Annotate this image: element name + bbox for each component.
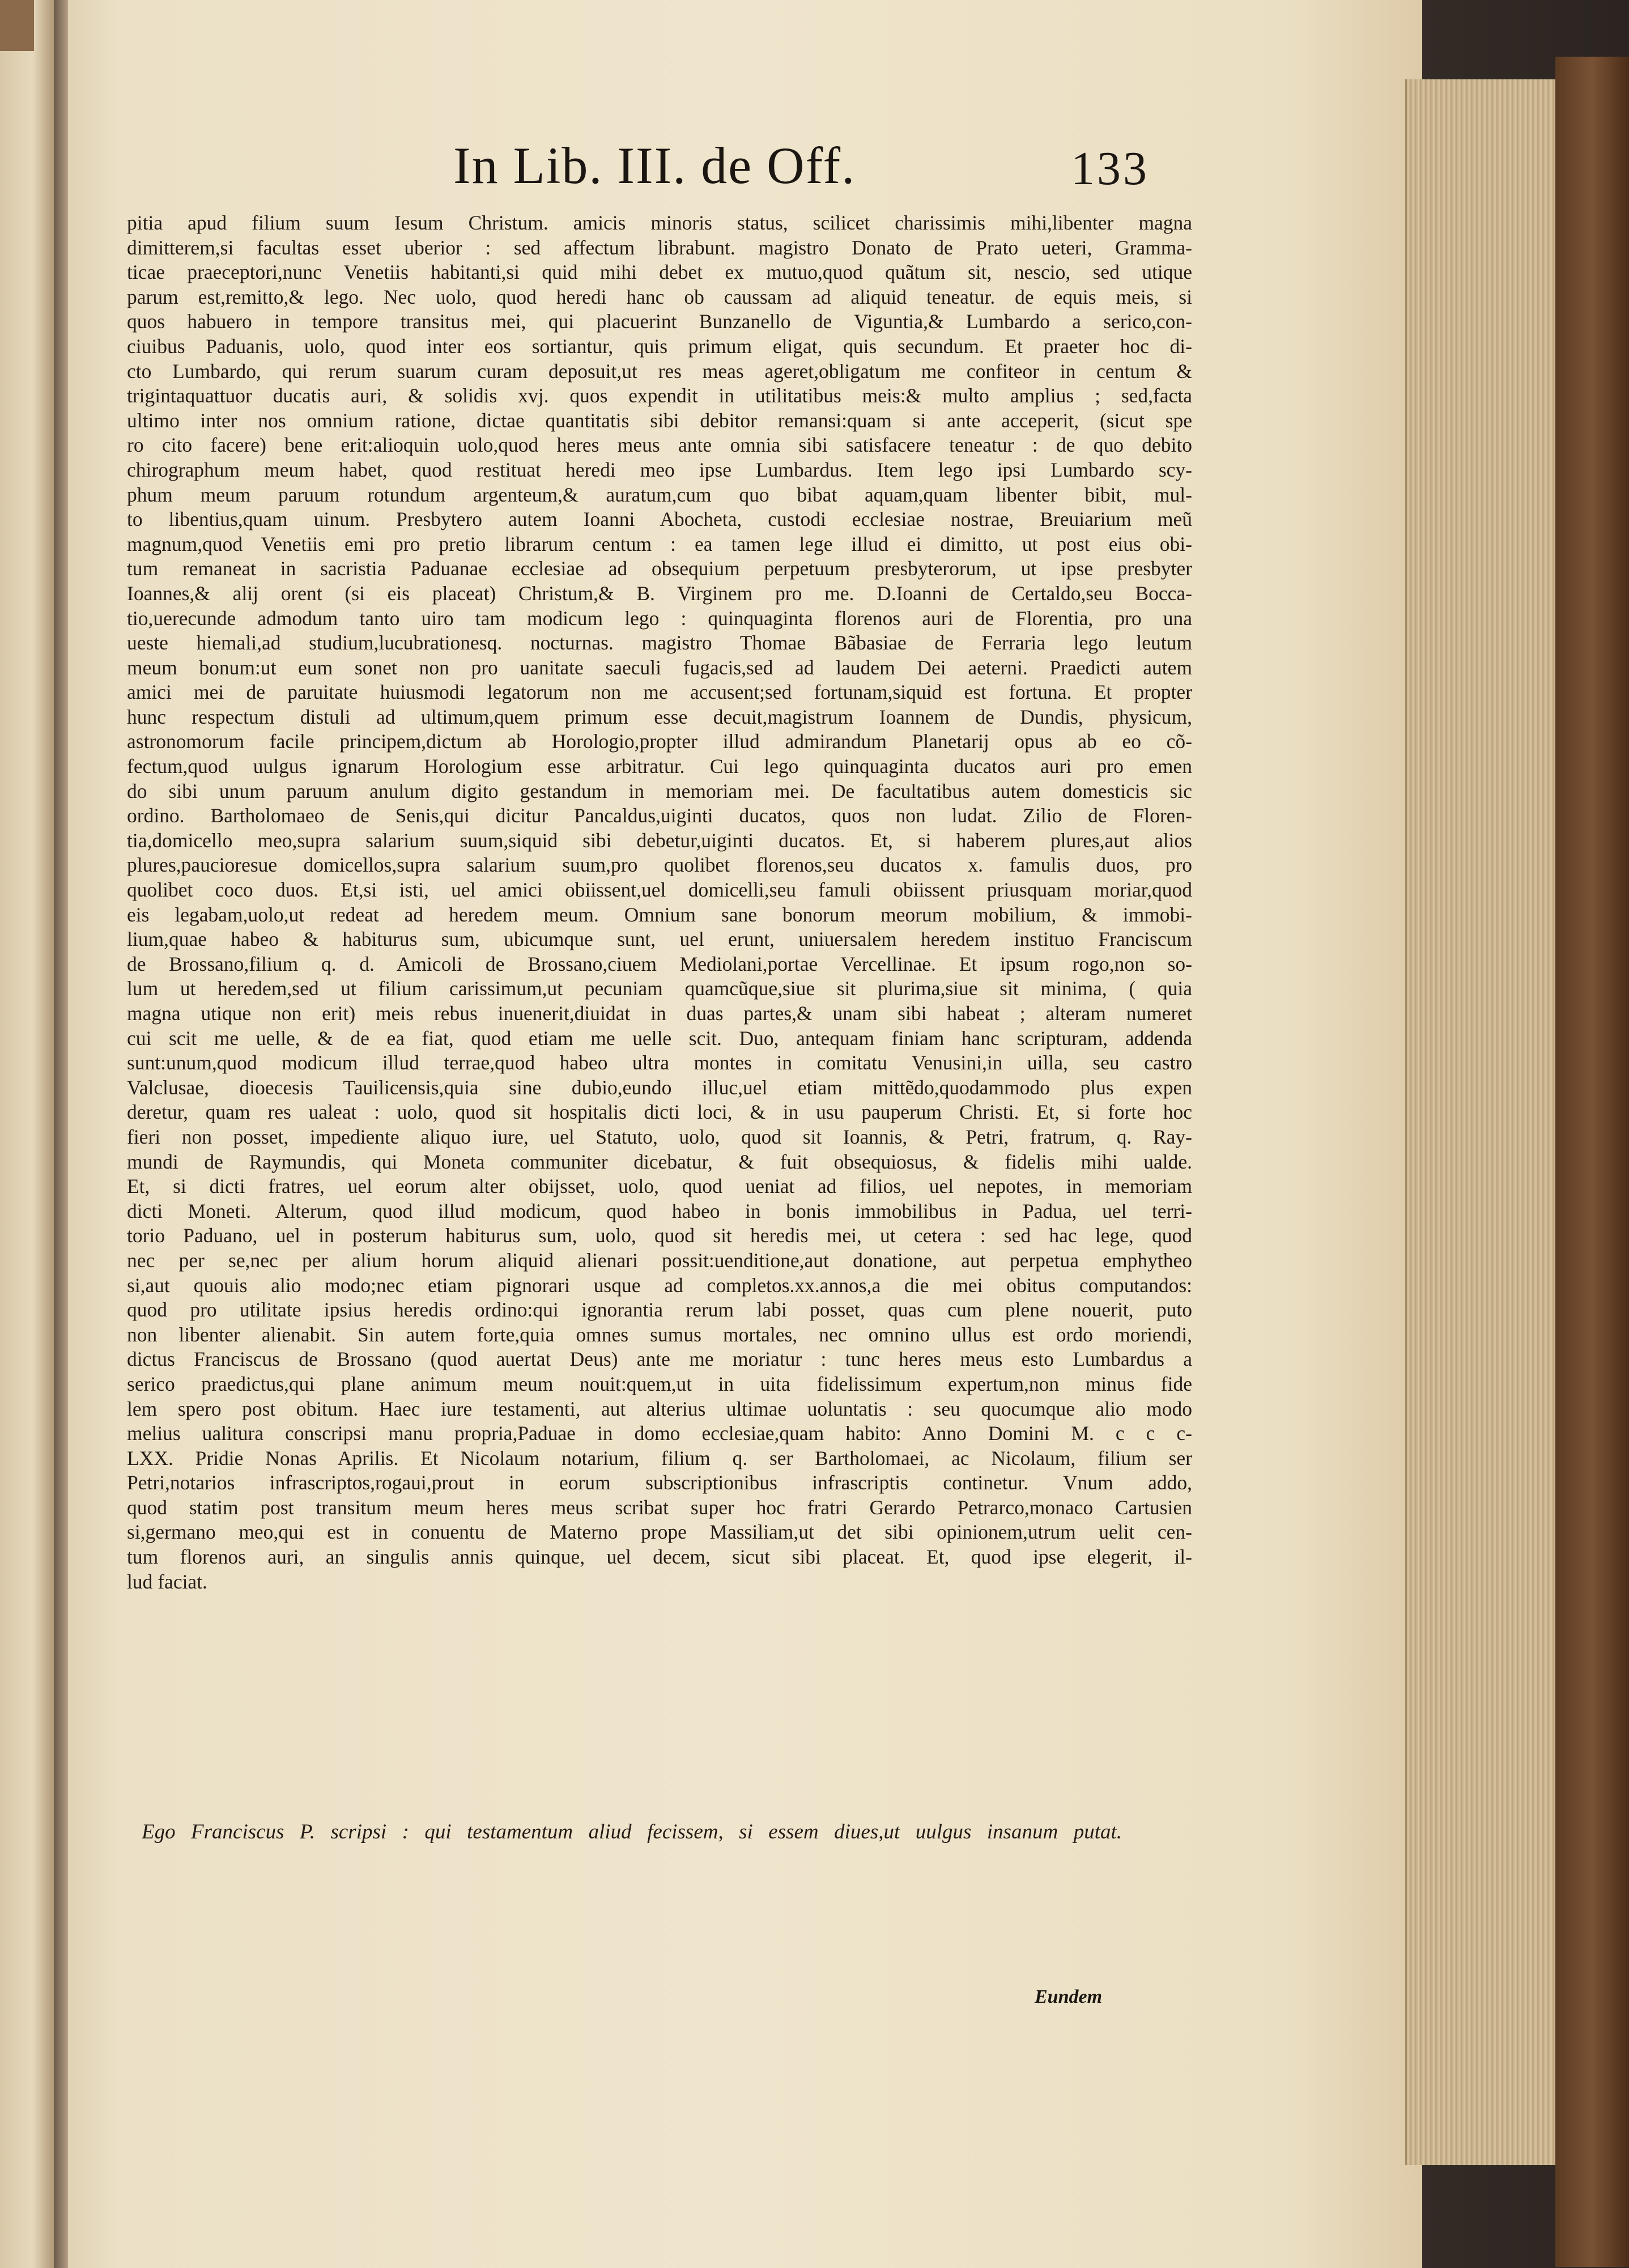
text-line: phum meum paruum rotundum argenteum,& auratum,cum quo bibat aquam,quam libenter bibit, mul-	[127, 483, 1192, 506]
text-line: lem spero post obitum. Haec iure testamenti, aut alterius ultimae uoluntatis : seu quocumque alio modo	[127, 1397, 1192, 1420]
text-line: lud faciat.	[127, 1570, 207, 1593]
text-line: Ioannes,& alij orent (si eis placeat) Christum,& B. Virginem pro me. D.Ioanni de Certaldo,seu Bocca-	[127, 581, 1192, 605]
text-line: ueste hiemali,ad studium,lucubrationesq. nocturnas. magistro Thomae Bãbasiae de Ferraria lego leutum	[127, 631, 1192, 655]
book-cover-edge	[1555, 57, 1629, 2267]
text-line: serico praedictus,qui plane animum meum nouit:quem,ut in uita fidelissimum expertum,non minus fide	[127, 1372, 1192, 1395]
text-line: lium,quae habeo & habiturus sum, ubicumque sunt, uel erunt, uniuersalem heredem instituo Franciscum	[127, 928, 1192, 951]
text-line: cto Lumbardo, qui rerum suarum curam deposuit,ut res meas ageret,obligatum me confiteor in centum &	[127, 359, 1192, 383]
text-line: chirographum meum habet, quod restituat heredi meo ipse Lumbardus. Item lego ipsi Lumbardo scy-	[127, 458, 1192, 481]
text-line: ro cito facere) bene erit:alioquin uolo,quod heres meus ante omnia sibi satisfacere teneatur : de quo debito	[127, 434, 1192, 457]
text-line: to libentius,quam uinum. Presbytero autem Ioanni Abocheta, custodi ecclesiae nostrae, Breuiarium meũ	[127, 508, 1192, 531]
text-line: ticae praeceptori,nunc Venetiis habitanti,si quid mihi debet ex mutuo,quod quãtum sit, nescio, sed utique	[127, 261, 1192, 284]
text-line: trigintaquattuor ducatis auri, & solidis xvj. quos expendit in utilitatibus meis:& multo amplius ; sed,facta	[127, 384, 1192, 407]
text-line: fectum,quod uulgus ignarum Horologium esse arbitratur. Cui lego quinquaginta ducatos auri pro emen	[127, 755, 1192, 778]
facing-page-edge	[0, 0, 54, 2268]
text-line: Valclusae, dioecesis Tauilicensis,quia sine dubio,eundo illuc,uel etiam mittẽdo,quodammodo plus expen	[127, 1076, 1192, 1099]
signature-line: Ego Franciscus P. scripsi : qui testamentum aliud fecissem, si essem diues,ut uulgus insanum putat.	[142, 1820, 1122, 1844]
text-line: deretur, quam res ualeat : uolo, quod sit hospitalis dicti loci, & in usu pauperum Christi. Et, si forte hoc	[127, 1101, 1192, 1124]
body-text	[127, 211, 1192, 1594]
text-line: quolibet coco duos. Et,si isti, uel amici obiissent,uel domicelli,seu famuli obiissent priusquam moriar,quod	[127, 878, 1192, 902]
text-line: cui scit me uelle, & de ea fiat, quod etiam me uelle scit. Duo, antequam finiam hanc scripturam, addenda	[127, 1026, 1192, 1050]
text-line: torio Paduano, uel in posterum habiturus sum, uolo, quod sit heredis mei, ut cetera : sed hac lege, quod	[127, 1224, 1192, 1247]
text-line: mundi de Raymundis, qui Moneta communiter dicebatur, & fuit obsequiosus, & fidelis mihi ualde.	[127, 1150, 1192, 1173]
text-line: parum est,remitto,& lego. Nec uolo, quod heredi hanc ob caussam ad aliquid teneatur. de equis meis, si	[127, 285, 1192, 308]
text-line: LXX. Pridie Nonas Aprilis. Et Nicolaum notarium, filium q. ser Bartholomaei, ac Nicolaum, filium ser	[127, 1446, 1192, 1469]
text-line: eis legabam,uolo,ut redeat ad heredem meum. Omnium sane bonorum meorum mobilium, & immobi-	[127, 903, 1192, 926]
text-line: plures,paucioresue domicellos,supra salarium suum,pro quolibet florenos,seu ducatos x. famulis duos, pro	[127, 853, 1192, 877]
text-line: de Brossano,filium q. d. Amicoli de Brossano,ciuem Mediolani,portae Vercellinae. Et ipsum rogo,non so-	[127, 952, 1192, 975]
text-line: dimitterem,si facultas esset uberior : sed affectum librabunt. magistro Donato de Prato ueteri, Gramma-	[127, 236, 1192, 259]
text-line: do sibi unum paruum anulum digito gestandum in memoriam mei. De facultatibus autem domesticis sic	[127, 779, 1192, 802]
text-line: si,germano meo,qui est in conuentu de Materno prope Massiliam,ut det sibi opinionem,utrum uelit cen-	[127, 1521, 1192, 1544]
text-line: meum bonum:ut eum sonet non pro uanitate saeculi fugacis,sed ad laudem Dei aeterni. Praedicti autem	[127, 656, 1192, 679]
page-block-edge	[1405, 79, 1557, 2165]
text-line: Petri,notarios infrascriptos,rogaui,prout in eorum subscriptionibus infrascriptis continetur. Vnum addo,	[127, 1471, 1192, 1494]
text-line: tum florenos auri, an singulis annis quinque, uel decem, sicut sibi placeat. Et, quod ipse elegerit, il-	[127, 1545, 1192, 1569]
text-line: quos habuero in tempore transitus mei, qui placuerint Bunzanello de Viguntia,& Lumbardo a serico,con-	[127, 310, 1192, 333]
text-line: ciuibus Paduanis, uolo, quod inter eos sortiantur, quis primum eligat, quis secundum. Et praeter hoc di-	[127, 334, 1192, 358]
text-line: magnum,quod Venetiis emi pro pretio librarum centum : ea tamen lege illud ei dimitto, ut post eius obi-	[127, 532, 1192, 555]
text-line: lum ut heredem,sed ut filium carissimum,ut pecuniam quamcũque,siue sit plurima,siue sit minima, ( quia	[127, 977, 1192, 1000]
text-line: astronomorum facile principem,dictum ab Horologio,propter illud admirandum Planetarij opus ab eo cõ-	[127, 730, 1192, 753]
text-line: tio,uerecunde admodum tanto uiro tam modicum lego : quinquaginta florenos auri de Florentia, pro una	[127, 606, 1192, 630]
text-line: ordino. Bartholomaeo de Senis,qui dicitur Pancaldus,uiginti ducatos, quos non ludat. Zilio de Floren-	[127, 804, 1192, 827]
text-line: nec per se,nec per alium horum aliquid alienari possit:uenditione,aut donatione, aut perpetua emphytheo	[127, 1248, 1192, 1272]
text-line: tum remaneat in sacristia Paduanae ecclesiae ad obsequium perpetuum presbyterorum, ut ipse presbyter	[127, 557, 1192, 580]
text-line: Et, si dicti fratres, uel eorum alter obijsset, uolo, quod ueniat ad filios, uel nepotes, in memoriam	[127, 1175, 1192, 1198]
page-header	[329, 131, 1235, 199]
text-line: pitia apud filium suum Iesum Christum. amicis minoris status, scilicet charissimis mihi,libenter magna	[127, 211, 1192, 234]
text-line: dicti Moneti. Alterum, quod illud modicum, quod habeo in bonis immobilibus in Padua, uel terri-	[127, 1199, 1192, 1222]
text-line: quod pro utilitate ipsius heredis ordino:qui ignorantia rerum labi posset, quas cum plene nouerit, puto	[127, 1298, 1192, 1322]
text-line: hunc respectum distuli ad ultimum,quem primum esse decuit,magistrum Ioannem de Dundis, physicum,	[127, 705, 1192, 728]
text-line: si,aut quouis alio modo;nec etiam pignorari usque ad completos.xx.annos,a die mei obitus computandos:	[127, 1273, 1192, 1297]
catchword: Eundem	[1035, 1986, 1103, 2007]
text-line: fieri non posset, impediente aliquo iure, uel Statuto, uolo, quod sit Ioannis, & Petri, fratrum, q. Ray-	[127, 1125, 1192, 1148]
text-line: melius ualitura conscripsi manu propria,Paduae in domo ecclesiae,quam habito: Anno Domini M. c c c-	[127, 1422, 1192, 1445]
text-line: tia,domicello meo,supra salarium suum,siquid sibi debetur,uiginti ducatos. Et, si haberem plures,aut alios	[127, 829, 1192, 852]
text-line: amici mei de paruitate huiusmodi legatorum non me accusent;sed fortunam,siquid est fortuna. Et propter	[127, 681, 1192, 704]
running-title: In Lib. III. de Off.	[453, 137, 856, 194]
page-number: 133	[1071, 142, 1149, 195]
text-line: magna utique non erit) meis rebus inuenerit,diuidat in duas partes,& unam sibi habeat ; alteram numeret	[127, 1002, 1192, 1025]
text-line: quod statim post transitum meum heres meus scribat super hoc fratri Gerardo Petrarco,monaco Cartusien	[127, 1496, 1192, 1519]
text-line: sunt:unum,quod modicum illud terrae,quod habeo ultra montes in comitatu Venusini,in uilla, seu castro	[127, 1051, 1192, 1074]
text-line: non libenter alienabit. Sin autem forte,quia omnes sumus mortales, nec omnino ullus est ordo moriendi,	[127, 1323, 1192, 1346]
text-line: ultimo inter nos omnium ratione, dictae quantitatis sibi debitor remansi:quam si ante acceperit, (sicut spe	[127, 409, 1192, 432]
text-line: dictus Franciscus de Brossano (quod auertat Deus) ante me moriatur : tunc heres meus esto Lumbardus a	[127, 1348, 1192, 1371]
